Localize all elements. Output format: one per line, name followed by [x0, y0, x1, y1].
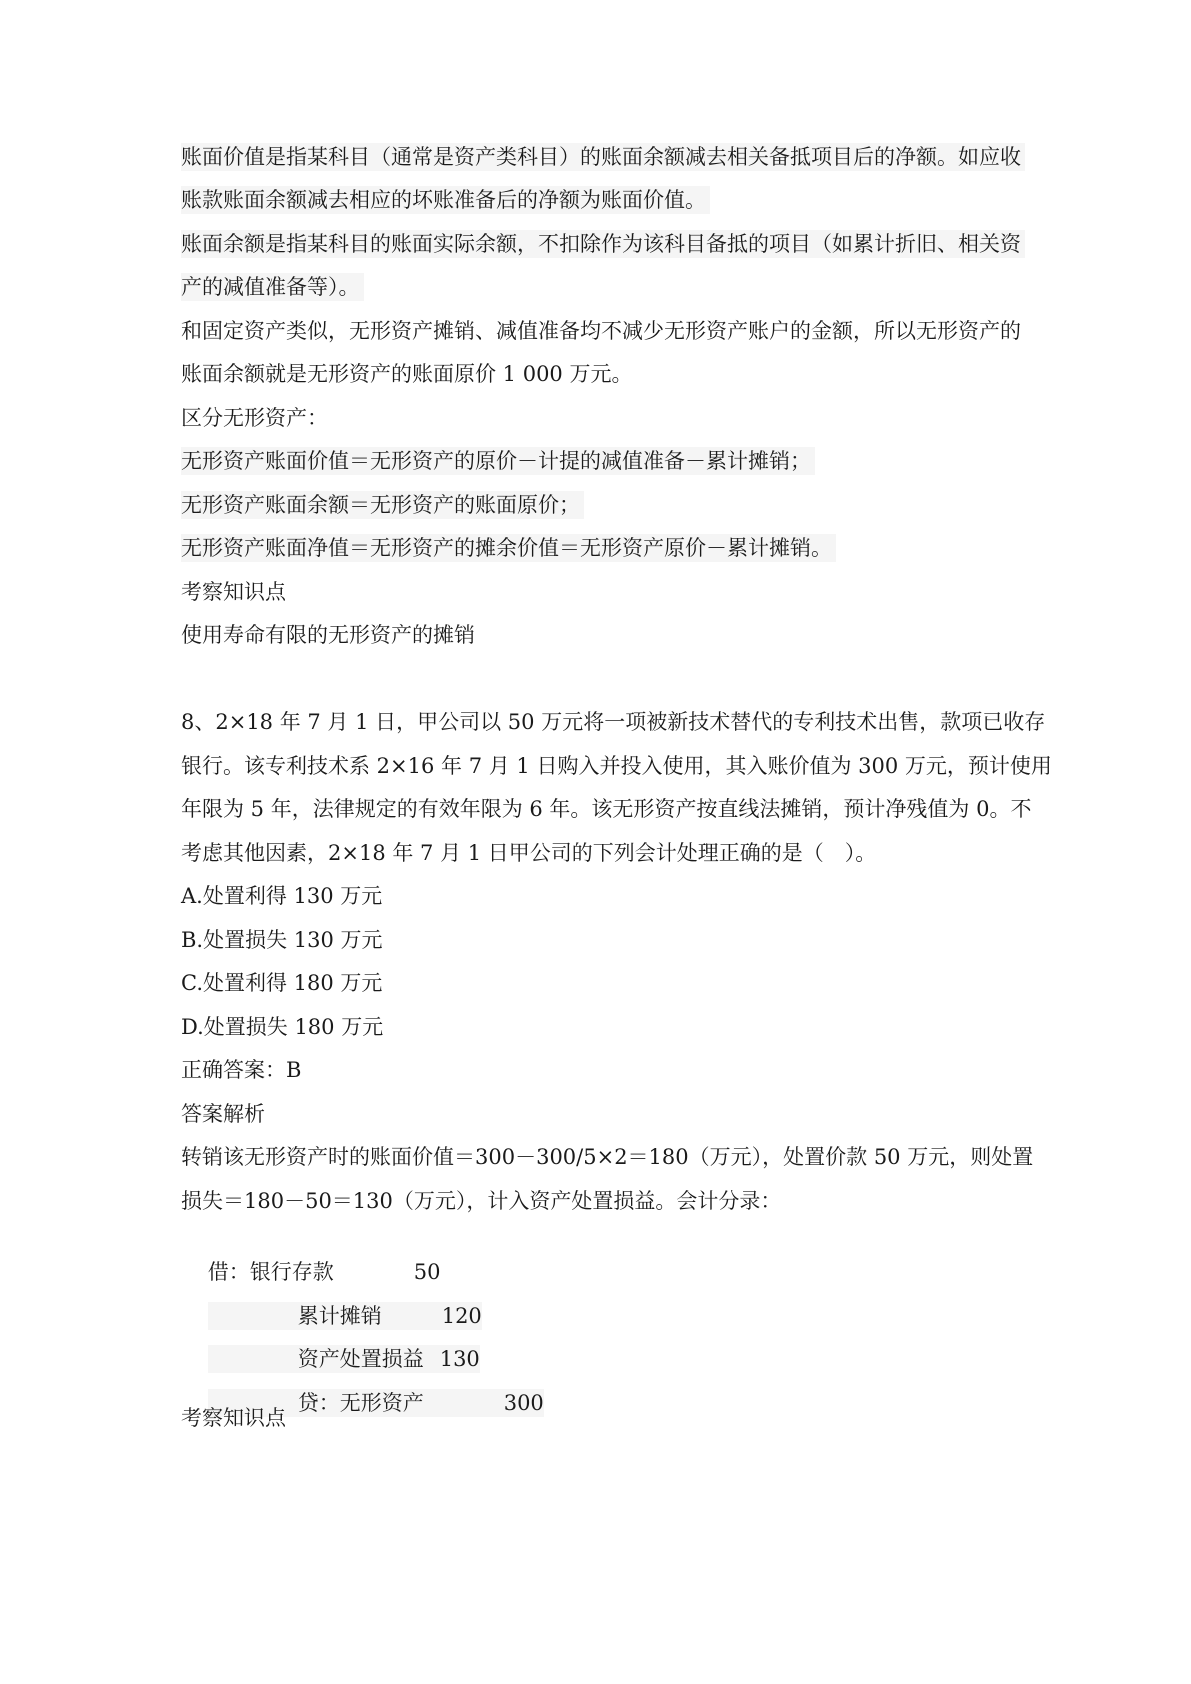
journal-row	[181, 1361, 544, 1445]
text-line: 账面余额就是无形资产的账面原价 1 000 万元。	[181, 362, 633, 386]
question-line: 银行。该专利技术系 2×16 年 7 月 1 日购入并投入使用，其入账价值为 300 万元，预计使用	[181, 754, 1052, 778]
text-line: 产的减值准备等）。	[181, 273, 364, 301]
option-d: D.处置损失 180 万元	[181, 1015, 384, 1039]
analysis-line: 损失＝180－50＝130（万元），计入资产处置损益。会计分录：	[181, 1189, 782, 1213]
section-label: 考察知识点	[181, 1406, 286, 1430]
journal-label: 资产处置损益	[297, 1347, 424, 1371]
journal-amount: 120	[441, 1304, 482, 1328]
analysis-title: 答案解析	[181, 1102, 265, 1126]
analysis-line: 转销该无形资产时的账面价值＝300－300/5×2＝180（万元），处置价款 50 万元，则处置	[181, 1145, 1034, 1169]
journal-amount: 300	[503, 1391, 544, 1415]
journal-amount: 50	[413, 1260, 441, 1284]
journal-label: 累计摊销	[297, 1304, 382, 1328]
text-line: 账款账面余额减去相应的坏账准备后的净额为账面价值。	[181, 186, 710, 214]
section-label: 考察知识点	[181, 580, 286, 604]
text-line: 无形资产账面余额＝无形资产的账面原价；	[181, 491, 584, 519]
text-line: 和固定资产类似，无形资产摊销、减值准备均不减少无形资产账户的金额，所以无形资产的	[181, 319, 1021, 343]
correct-answer: 正确答案：B	[181, 1058, 302, 1082]
text-line: 账面价值是指某科目（通常是资产类科目）的账面余额减去相关备抵项目后的净额。如应收	[181, 143, 1025, 171]
question-line: 8、2×18 年 7 月 1 日，甲公司以 50 万元将一项被新技术替代的专利技术出售，款项已收存	[181, 710, 1046, 734]
text-line: 区分无形资产：	[181, 406, 328, 430]
text-line: 账面余额是指某科目的账面实际余额，不扣除作为该科目备抵的项目（如累计折旧、相关资	[181, 230, 1025, 258]
journal-label: 贷：无形资产	[297, 1391, 424, 1415]
knowledge-point: 使用寿命有限的无形资产的摊销	[181, 623, 475, 647]
text-line: 无形资产账面净值＝无形资产的摊余价值＝无形资产原价－累计摊销。	[181, 534, 836, 562]
journal-label: 借：银行存款	[207, 1260, 334, 1284]
option-b: B.处置损失 130 万元	[181, 928, 383, 952]
question-line: 年限为 5 年，法律规定的有效年限为 6 年。该无形资产按直线法摊销，预计净残值为 0。不	[181, 797, 1032, 821]
journal-amount: 130	[439, 1347, 480, 1371]
question-line: 考虑其他因素，2×18 年 7 月 1 日甲公司的下列会计处理正确的是（ ）。	[181, 841, 877, 865]
option-a: A.处置利得 130 万元	[181, 884, 383, 908]
text-line: 无形资产账面价值＝无形资产的原价－计提的减值准备－累计摊销；	[181, 447, 815, 475]
option-c: C.处置利得 180 万元	[181, 971, 383, 995]
